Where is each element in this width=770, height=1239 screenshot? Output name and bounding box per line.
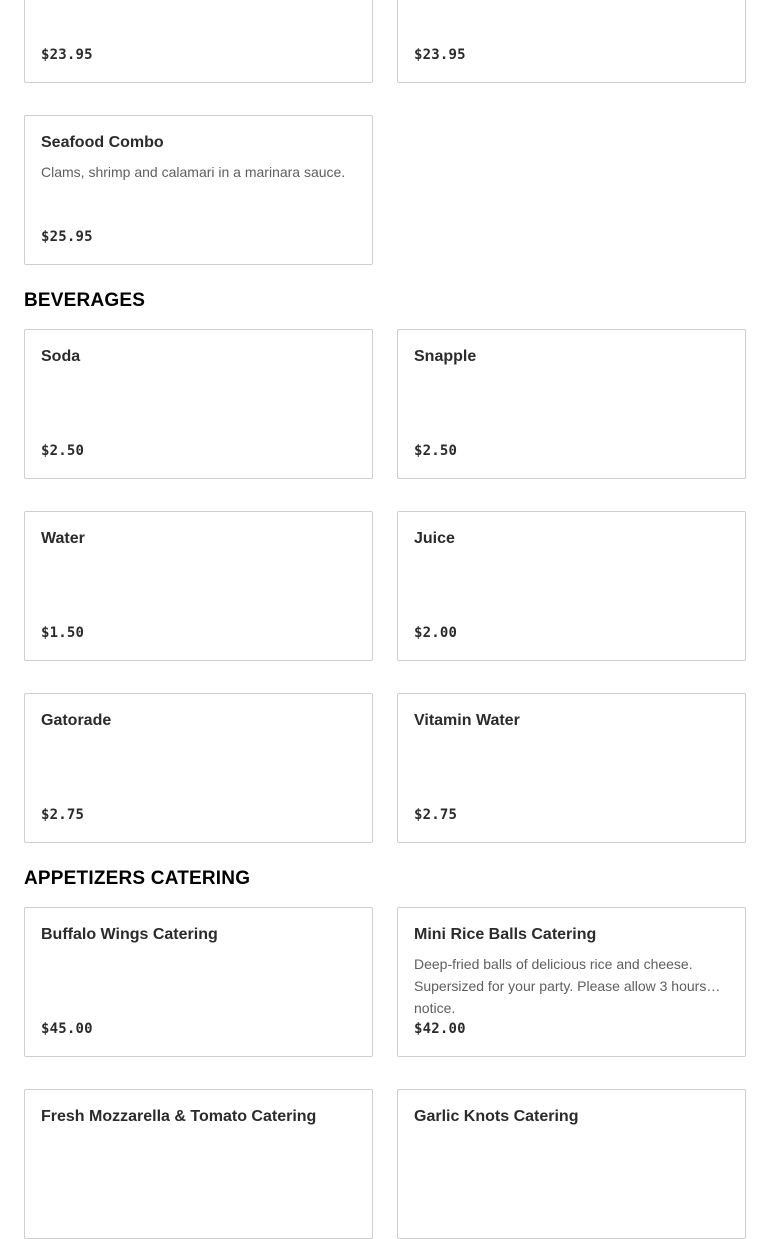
menu-item-card[interactable] bbox=[24, 329, 373, 479]
menu-item-name: Snapple bbox=[414, 348, 477, 365]
menu-item-description: Clams, shrimp and calamari in a marinara sauce. bbox=[41, 164, 346, 180]
menu-item-name: Garlic Knots Catering bbox=[414, 1108, 579, 1125]
menu-item-description: Deep-fried balls of delicious rice and cheese. Supersized for your party. Please allow 3 hours notice. bbox=[414, 956, 707, 1016]
menu-item-card[interactable] bbox=[24, 1089, 373, 1239]
menu-item-card[interactable] bbox=[397, 907, 746, 1057]
menu-item-price: $25.95 bbox=[41, 229, 93, 245]
menu-item-price: $1.50 bbox=[41, 625, 85, 641]
menu-item-price: $2.00 bbox=[414, 625, 458, 641]
menu-item-card[interactable] bbox=[24, 0, 373, 83]
section-heading-beverages: BEVERAGES bbox=[24, 290, 146, 311]
menu-item-price: $2.75 bbox=[41, 807, 85, 823]
menu-item-card[interactable] bbox=[24, 511, 373, 661]
menu-item-price: $2.50 bbox=[414, 443, 458, 459]
menu-item-card[interactable] bbox=[397, 693, 746, 843]
menu-item-price: $23.95 bbox=[414, 47, 466, 63]
menu-item-name: Gatorade bbox=[41, 712, 112, 729]
menu-item-name: Buffalo Wings Catering bbox=[41, 926, 218, 943]
menu-item-price: $42.00 bbox=[414, 1021, 466, 1037]
menu-item-card[interactable] bbox=[397, 511, 746, 661]
menu-item-name: Seafood Combo bbox=[41, 134, 164, 151]
menu-item-card[interactable] bbox=[397, 0, 746, 83]
section-heading-appetizers-catering: APPETIZERS CATERING bbox=[24, 868, 251, 889]
menu-item-price: $23.95 bbox=[41, 47, 93, 63]
menu-item-card[interactable] bbox=[397, 1089, 746, 1239]
menu-item-price: $45.00 bbox=[41, 1021, 93, 1037]
menu-item-card[interactable] bbox=[24, 907, 373, 1057]
menu-item-card[interactable] bbox=[24, 693, 373, 843]
menu-item-name: Fresh Mozzarella & Tomato Catering bbox=[41, 1108, 317, 1125]
menu-item-name: Soda bbox=[41, 348, 81, 365]
menu-item-name: Water bbox=[41, 530, 85, 547]
menu-item-name: Mini Rice Balls Catering bbox=[414, 926, 597, 943]
menu-item-name: Vitamin Water bbox=[414, 712, 520, 729]
menu-item-card[interactable] bbox=[24, 115, 373, 265]
menu-item-price: $2.50 bbox=[41, 443, 85, 459]
menu-item-name: Juice bbox=[414, 530, 455, 547]
menu-item-card[interactable] bbox=[397, 329, 746, 479]
menu-item-price: $2.75 bbox=[414, 807, 458, 823]
